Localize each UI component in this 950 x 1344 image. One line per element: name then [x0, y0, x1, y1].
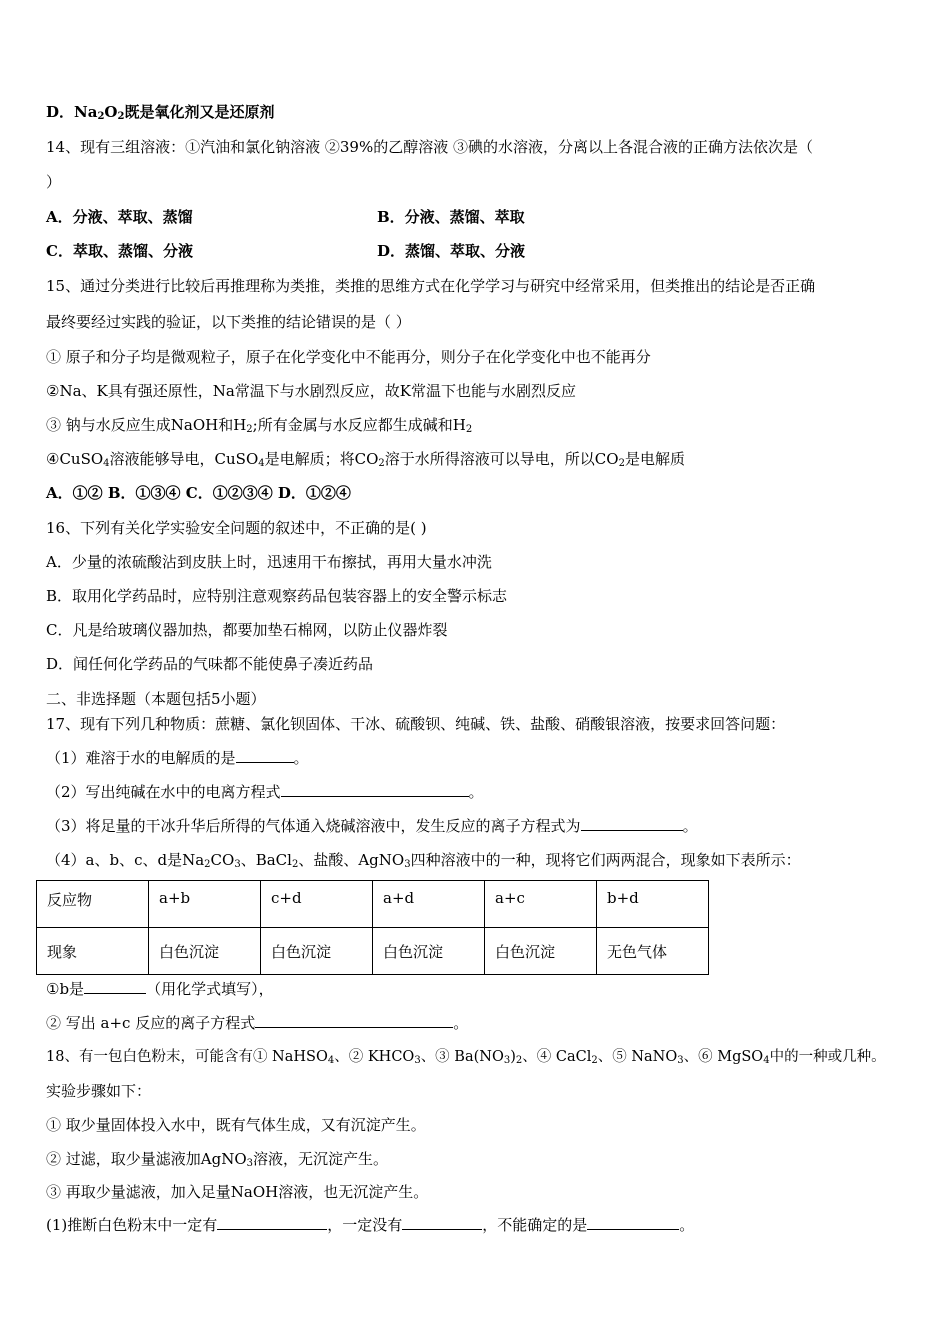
- q13-option-d: D．$Na_2O_2$既是氧化剂又是还原剂: [46, 103, 275, 122]
- q18-stem: 18、有一包白色粉末，可能含有① NaHSO$_4$、② $KHCO_3$、③ $Ba(NO_3)_2$、④ CaCl$_2$、⑤ NaNO$_3$、⑥ MgSO$_4$中的一种或几种。: [46, 1049, 886, 1066]
- q15-stem-1: 15、通过分类进行比较后再推理称为类推，类推的思维方式在化学学习与研究中经常采用，但类推出的结论是否正确: [46, 277, 816, 295]
- q18-step-1: ① 取少量固体投入水中，既有气体生成，又有沉淀产生。: [46, 1116, 426, 1134]
- q14-stem: 14、现有三组溶液：①汽油和氯化钠溶液 ②39%的乙醇溶液 ③碘的水溶液，分离以上各混合液的正确方法依次是（: [46, 138, 813, 156]
- q16-option-a: A．少量的浓硫酸沾到皮肤上时，迅速用干布擦拭，再用大量水冲洗: [46, 553, 492, 571]
- table-cell: 白色沉淀: [261, 928, 373, 975]
- answer-blank[interactable]: [587, 1215, 679, 1230]
- q15-statement-4: ④CuSO$_4$溶液能够导电，CuSO$_4$是电解质；将$CO_2$溶于水所得溶液可以导电，所以$CO_2$是电解质: [46, 450, 685, 469]
- q17-sub-2: ② 写出 a+c 反应的离子方程式 。: [46, 1014, 469, 1032]
- q15-options: A．①② B．①③④ C．①②③④ D．①②④: [46, 484, 351, 502]
- table-cell: 白色沉淀: [373, 928, 485, 975]
- table-cell: 白色沉淀: [149, 928, 261, 975]
- q17-part-3: （3）将足量的干冰升华后所得的气体通入烧碱溶液中，发生反应的离子方程式为 。: [46, 817, 698, 835]
- q14-options-row2: C．萃取、蒸馏、分液 D．蒸馏、萃取、分液: [46, 242, 526, 260]
- q16-stem: 16、下列有关化学实验安全问题的叙述中，不正确的是( ): [46, 519, 427, 537]
- table-cell: a+d: [373, 881, 485, 928]
- q14-stem-end: ）: [46, 173, 62, 191]
- table-cell: 白色沉淀: [485, 928, 597, 975]
- q14-options-row1: A．分液、萃取、蒸馏 B．分液、蒸馏、萃取: [46, 208, 525, 226]
- table-header-row: [37, 881, 709, 928]
- answer-blank[interactable]: [217, 1215, 327, 1230]
- answer-blank[interactable]: [402, 1215, 482, 1230]
- q17-part-4: （4）a、b、c、d是$Na_2CO_3$、BaCl$_2$、盐酸、AgNO$_3$四种溶液中的一种，现将它们两两混合，现象如下表所示：: [46, 851, 801, 870]
- answer-blank[interactable]: [281, 782, 469, 797]
- q18-steps-title: 实验步骤如下：: [46, 1082, 152, 1100]
- q18-step-2: ② 过滤，取少量滤液加AgNO$_3$溶液，无沉淀产生。: [46, 1150, 389, 1169]
- q17-stem: 17、现有下列几种物质：蔗糖、氯化钡固体、干冰、硫酸钡、纯碱、铁、盐酸、硝酸银溶液，按要求回答问题：: [46, 715, 786, 733]
- q15-stem-2: 最终要经过实践的验证，以下类推的结论错误的是（ ）: [46, 313, 411, 331]
- answer-blank[interactable]: [255, 1013, 453, 1028]
- reaction-table: [36, 880, 709, 975]
- q18-question-1: (1)推断白色粉末中一定有 ，一定没有 ，不能确定的是 。: [46, 1216, 695, 1234]
- q15-statement-3: ③ 钠与水反应生成NaOH和$H_2$;所有金属与水反应都生成碱和$H_2$: [46, 416, 473, 435]
- q15-statement-2: ②Na、K具有强还原性，Na常温下与水剧烈反应，故K常温下也能与水剧烈反应: [46, 382, 576, 400]
- table-cell: b+d: [597, 881, 709, 928]
- table-cell: 现象: [37, 928, 149, 975]
- q16-option-b: B．取用化学药品时，应特别注意观察药品包装容器上的安全警示标志: [46, 587, 508, 605]
- q17-part-2: （2）写出纯碱在水中的电离方程式 。: [46, 783, 484, 801]
- table-cell: 反应物: [37, 881, 149, 928]
- q15-statement-1: ① 原子和分子均是微观粒子，原子在化学变化中不能再分，则分子在化学变化中也不能再分: [46, 348, 651, 366]
- table-cell: a+c: [485, 881, 597, 928]
- q16-option-c: C．凡是给玻璃仪器加热，都要加垫石棉网，以防止仪器炸裂: [46, 621, 448, 639]
- table-row: [37, 928, 709, 975]
- answer-blank[interactable]: [84, 979, 146, 994]
- q16-option-d: D．闻任何化学药品的气味都不能使鼻子凑近药品: [46, 655, 374, 673]
- table-cell: a+b: [149, 881, 261, 928]
- table-cell: c+d: [261, 881, 373, 928]
- q17-sub-1: ①b是 （用化学式填写），: [46, 980, 274, 998]
- q17-part-1: （1）难溶于水的电解质的是 。: [46, 749, 309, 767]
- section-2-heading: 二、非选择题（本题包括5小题）: [46, 690, 266, 708]
- table-cell: 无色气体: [597, 928, 709, 975]
- q18-step-3: ③ 再取少量滤液，加入足量NaOH溶液，也无沉淀产生。: [46, 1183, 429, 1201]
- answer-blank[interactable]: [581, 816, 683, 831]
- answer-blank[interactable]: [236, 748, 294, 763]
